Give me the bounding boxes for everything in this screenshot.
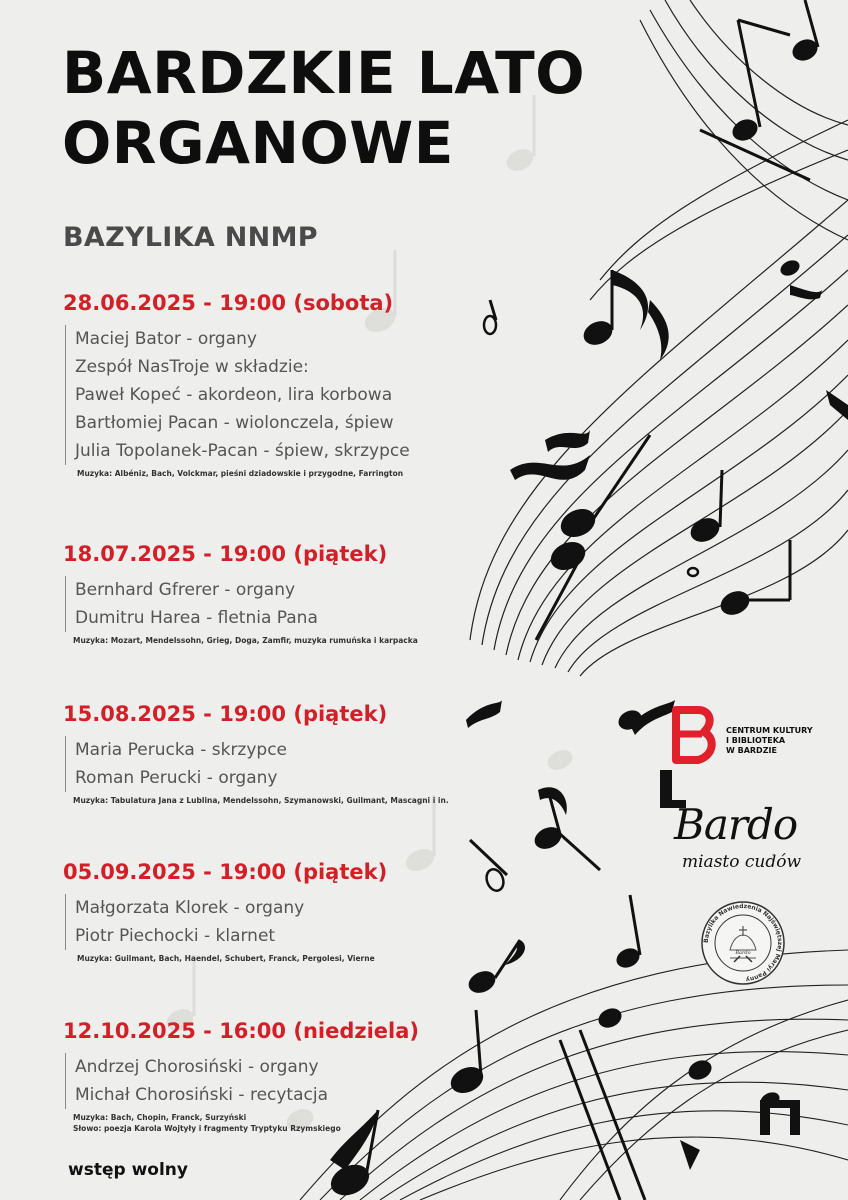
event-date: 18.07.2025 - 19:00 (piątek) xyxy=(63,542,388,566)
performer-list xyxy=(65,1053,419,1109)
performer: Maria Perucka - skrzypce xyxy=(75,740,288,760)
performer-list xyxy=(65,576,418,632)
performer-list xyxy=(65,325,410,465)
ck-line-2: I BIBLIOTEKA xyxy=(726,736,786,745)
performer: Bartłomiej Pacan - wiolonczela, śpiew xyxy=(75,413,394,433)
ck-line-1: CENTRUM KULTURY xyxy=(726,726,813,735)
event-2 xyxy=(63,540,418,646)
title-line-1: BARDZKIE LATO xyxy=(62,39,586,107)
words-program: Słowo: poezja Karola Wojtyły i fragmenty Tryptyku Rzymskiego xyxy=(73,1124,341,1133)
performer: Michał Chorosiński - recytacja xyxy=(75,1085,328,1105)
event-3 xyxy=(63,700,449,806)
performer-list xyxy=(65,894,387,950)
performer: Małgorzata Klorek - organy xyxy=(75,898,305,918)
performer: Julia Topolanek-Pacan - śpiew, skrzypce xyxy=(75,441,410,461)
performer: Zespół NasTroje w składzie: xyxy=(75,357,309,377)
bardo-logo xyxy=(670,800,840,890)
bardo-wordmark: Bardo xyxy=(674,800,798,849)
event-5 xyxy=(63,1017,419,1134)
music-program: Muzyka: Bach, Chopin, Franck, Surzyński xyxy=(73,1113,247,1122)
performer: Paweł Kopeć - akordeon, lira korbowa xyxy=(75,385,393,405)
performer: Andrzej Chorosiński - organy xyxy=(75,1057,319,1077)
event-date: 15.08.2025 - 19:00 (piątek) xyxy=(63,702,388,726)
centrum-kultury-logo xyxy=(668,706,838,776)
performer: Bernhard Gfrerer - organy xyxy=(75,580,296,600)
page-title xyxy=(62,38,585,178)
event-4 xyxy=(63,858,387,964)
performer-list xyxy=(65,736,449,792)
admission-note: wstęp wolny xyxy=(68,1160,188,1180)
venue-heading: BAZYLIKA NNMP xyxy=(63,222,318,253)
performer: Piotr Piechocki - klarnet xyxy=(75,926,276,946)
performer: Dumitru Harea - fletnia Pana xyxy=(75,608,318,628)
performer: Roman Perucki - organy xyxy=(75,768,278,788)
seal-text: Bazylika Nawiedzenia Najświętszej Maryi Panny xyxy=(702,902,784,983)
ck-b-icon xyxy=(668,706,718,772)
basilica-seal-icon xyxy=(700,900,786,986)
ck-line-3: W BARDZIE xyxy=(726,746,777,755)
music-program: Muzyka: Tabulatura Jana z Lublina, Mendelssohn, Szymanowski, Guilmant, Mascagni i in. xyxy=(73,796,449,805)
music-program: Muzyka: Albéniz, Bach, Volckmar, pieśni dziadowskie i przygodne, Farrington xyxy=(77,469,404,478)
music-program: Muzyka: Guilmant, Bach, Haendel, Schubert, Franck, Pergolesi, Vierne xyxy=(77,954,375,963)
event-date: 12.10.2025 - 16:00 (niedziela) xyxy=(63,1019,419,1043)
event-date: 05.09.2025 - 19:00 (piątek) xyxy=(63,860,388,884)
performer: Maciej Bator - organy xyxy=(75,329,257,349)
music-program: Muzyka: Mozart, Mendelssohn, Grieg, Doga, Zamfir, muzyka rumuńska i karpacka xyxy=(73,636,418,645)
bardo-tagline: miasto cudów xyxy=(682,852,802,872)
event-1 xyxy=(63,289,410,479)
event-date: 28.06.2025 - 19:00 (sobota) xyxy=(63,291,394,315)
ck-name xyxy=(726,726,813,756)
title-line-2: ORGANOWE xyxy=(62,109,454,177)
seal-inner-text: Bardo xyxy=(735,950,751,956)
